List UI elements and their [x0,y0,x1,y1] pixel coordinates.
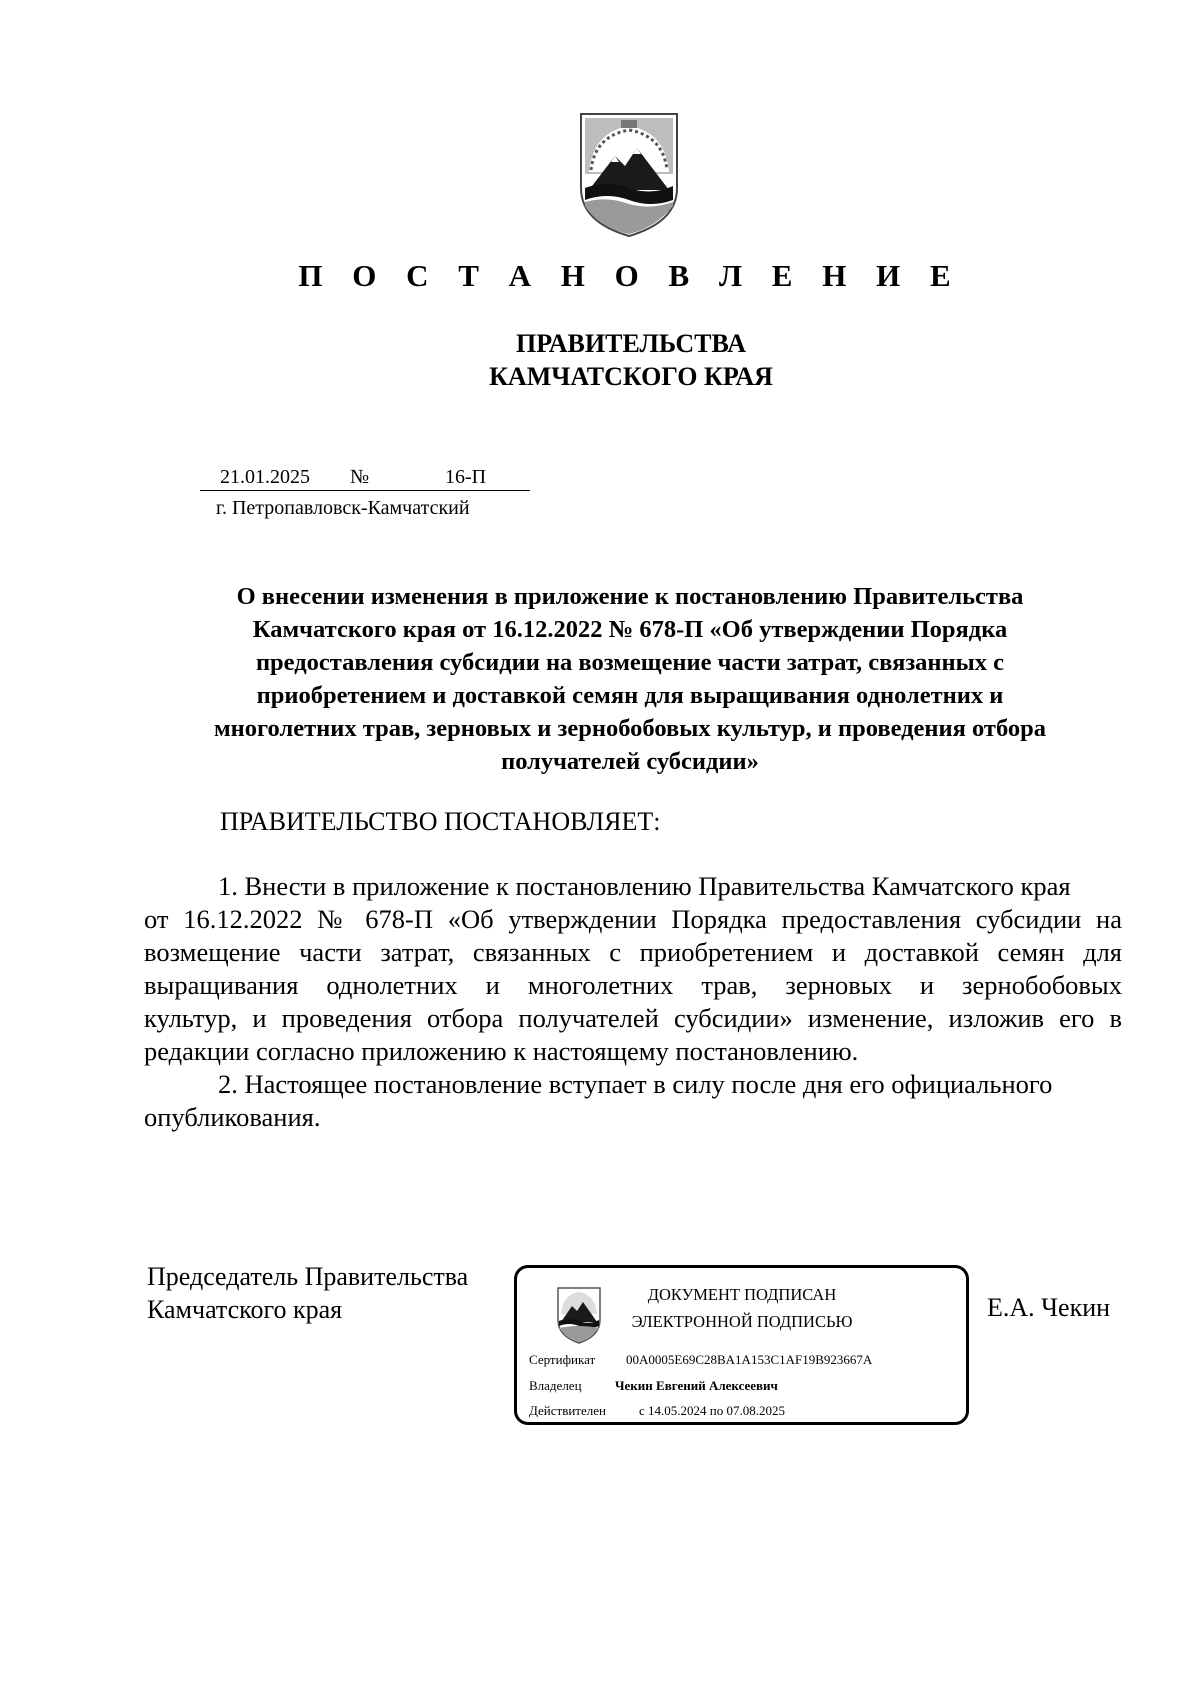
subject-line: О внесении изменения в приложение к постановлению Правительства [236,583,1024,610]
number-sign: № [350,466,370,488]
validity-value: с 14.05.2024 по 07.08.2025 [639,1403,785,1418]
subject-line: предоставления субсидии на возмещение части затрат, связанных с [255,649,1005,676]
subject-line: приобретением и доставкой семян для выращивания однолетних и [256,682,1004,709]
validity-label: Действителен [529,1403,606,1418]
document-date: 21.01.2025 [220,466,310,488]
resolves-heading: ПРАВИТЕЛЬСТВО ПОСТАНОВЛЯЕТ: [220,807,661,836]
stamp-emblem-icon [555,1286,603,1344]
stamp-title-line: ДОКУМЕНТ ПОДПИСАН [647,1285,837,1304]
stamp-title [627,1281,857,1335]
subject-line: Камчатского края от 16.12.2022 № 678-П «Об утверждении Порядка [252,616,1008,643]
subject-line: получателей субсидии» [501,748,759,775]
electronic-signature-stamp [514,1265,969,1425]
issuer-line: ПРАВИТЕЛЬСТВА [516,329,746,358]
issuer-heading [0,327,1200,393]
document-subject [135,580,1125,778]
subject-line: многолетних трав, зерновых и зернобобовых культур, и проведения отбора [213,715,1047,742]
signer-title-line: Председатель Правительства [147,1262,469,1291]
body-line: редакции согласно приложению к настоящему постановлению. [144,1036,859,1066]
document-number: 16-П [445,466,487,488]
body-line: 2. Настоящее постановление вступает в силу после дня его официального [218,1069,1053,1099]
stamp-title-line: ЭЛЕКТРОННОЙ ПОДПИСЬЮ [631,1312,853,1331]
city: г. Петропавловск-Камчатский [216,497,470,519]
stamp-validity-row [529,1403,785,1419]
date-number-line [200,466,530,492]
stamp-certificate-row [529,1352,873,1368]
body-line: выращивания однолетних и многолетних трав, зерновых и зернобобовых [144,970,1122,1000]
signer-title [147,1260,468,1326]
document-body [144,870,1122,1134]
stamp-owner-row [529,1378,778,1394]
certificate-label: Сертификат [529,1352,596,1367]
body-line: опубликования. [144,1102,321,1132]
coat-of-arms-icon [575,110,683,238]
date-underline [200,490,530,491]
issuer-line: КАМЧАТСКОГО КРАЯ [489,362,773,391]
certificate-value: 00A0005E69C28BA1A153C1AF19B923667A [626,1352,873,1367]
body-line: от 16.12.2022 № 678-П «Об утверждении Порядка предоставления субсидии на [144,904,1122,934]
owner-value: Чекин Евгений Алексеевич [615,1378,778,1393]
owner-label: Владелец [529,1378,582,1393]
document-type-heading: П О С Т А Н О В Л Е Н И Е [298,258,962,293]
body-line: культур, и проведения отбора получателей субсидии» изменение, изложив его в [144,1003,1122,1033]
body-line: 1. Внести в приложение к постановлению Правительства Камчатского края [218,871,1071,901]
signer-title-line: Камчатского края [147,1295,343,1324]
body-line: возмещение части затрат, связанных с приобретением и доставкой семян для [144,937,1122,967]
signer-name: Е.А. Чекин [987,1293,1111,1322]
